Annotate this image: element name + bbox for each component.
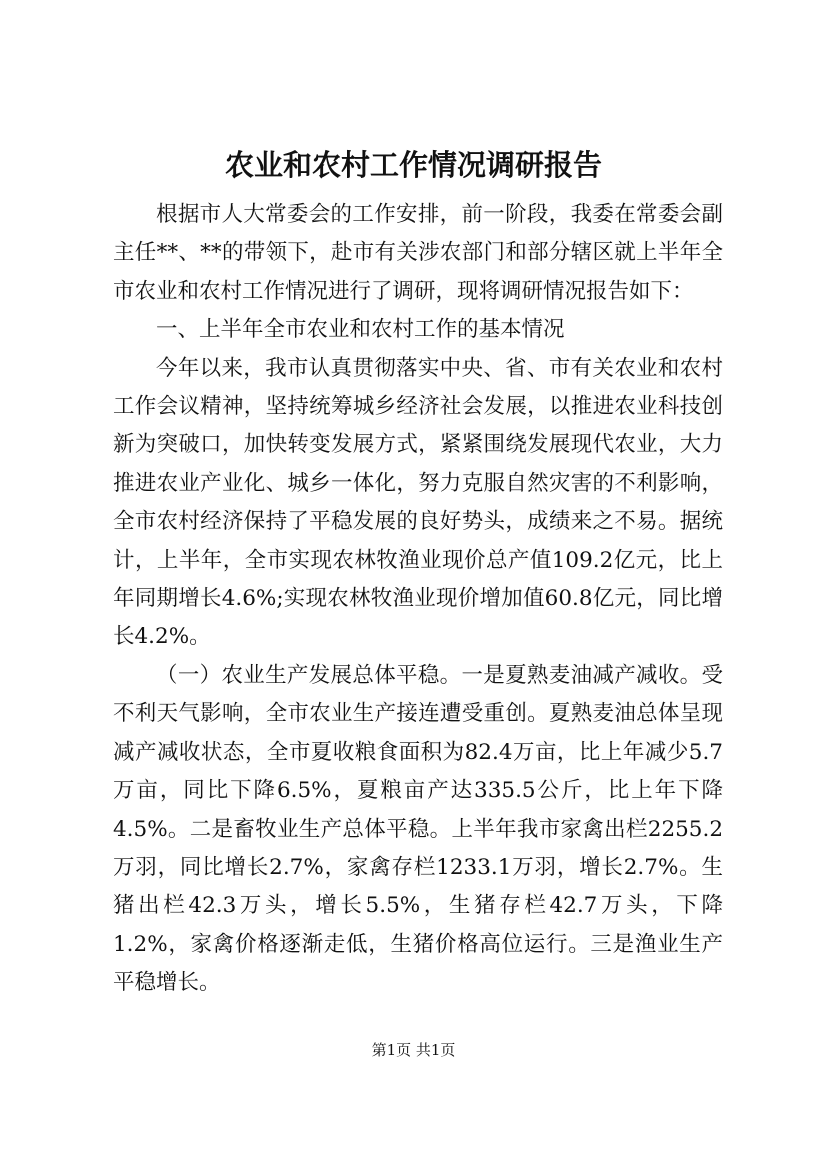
document-body (113, 196, 723, 1003)
page-footer: 第1页 共1页 (371, 1041, 456, 1059)
section-heading: 一、上半年全市农业和农村工作的基本情况 (156, 317, 565, 343)
paragraph-overview: 今年以来，我市认真贯彻落实中央、省、市有关农业和农村工作会议精神，坚持统筹城乡经济社会发展，以推进农业科技创新为突破口，加快转变发展方式，紧紧围绕发展现代农业，大力推进农业产业化、城乡一体化，努力克服自然灾害的不利影响，全市农村经济保持了平稳发展的良好势头，成绩来之不易。据统计，上半年，全市实现农林牧渔业现价总产值109.2亿元，比上年同期增长4.6%;实现农林牧渔业现价增加值60.8亿元，同比增长4.2%。 (113, 355, 723, 650)
paragraph-agriculture: （一）农业生产发展总体平稳。一是夏熟麦油减产减收。受不利天气影响，全市农业生产接连遭受重创。夏熟麦油总体呈现减产减收状态，全市夏收粮食面积为82.4万亩，比上年减少5.7万亩，同比下降6.5%，夏粮亩产达335.5公斤，比上年下降4.5%。二是畜牧业生产总体平稳。上半年我市家禽出栏2255.2万羽，同比增长2.7%，家禽存栏1233.1万羽，增长2.7%。生猪出栏42.3万头，增长5.5%，生猪存栏42.7万头，下降1.2%，家禽价格逐渐走低，生猪价格高位运行。三是渔业生产平稳增长。 (113, 662, 723, 996)
paragraph-intro: 根据市人大常委会的工作安排，前一阶段，我委在常委会副主任**、**的带领下，赴市有关涉农部门和部分辖区就上半年全市农业和农村工作情况进行了调研，现将调研情况报告如下： (113, 202, 723, 304)
document-title: 农业和农村工作情况调研报告 (224, 148, 602, 182)
